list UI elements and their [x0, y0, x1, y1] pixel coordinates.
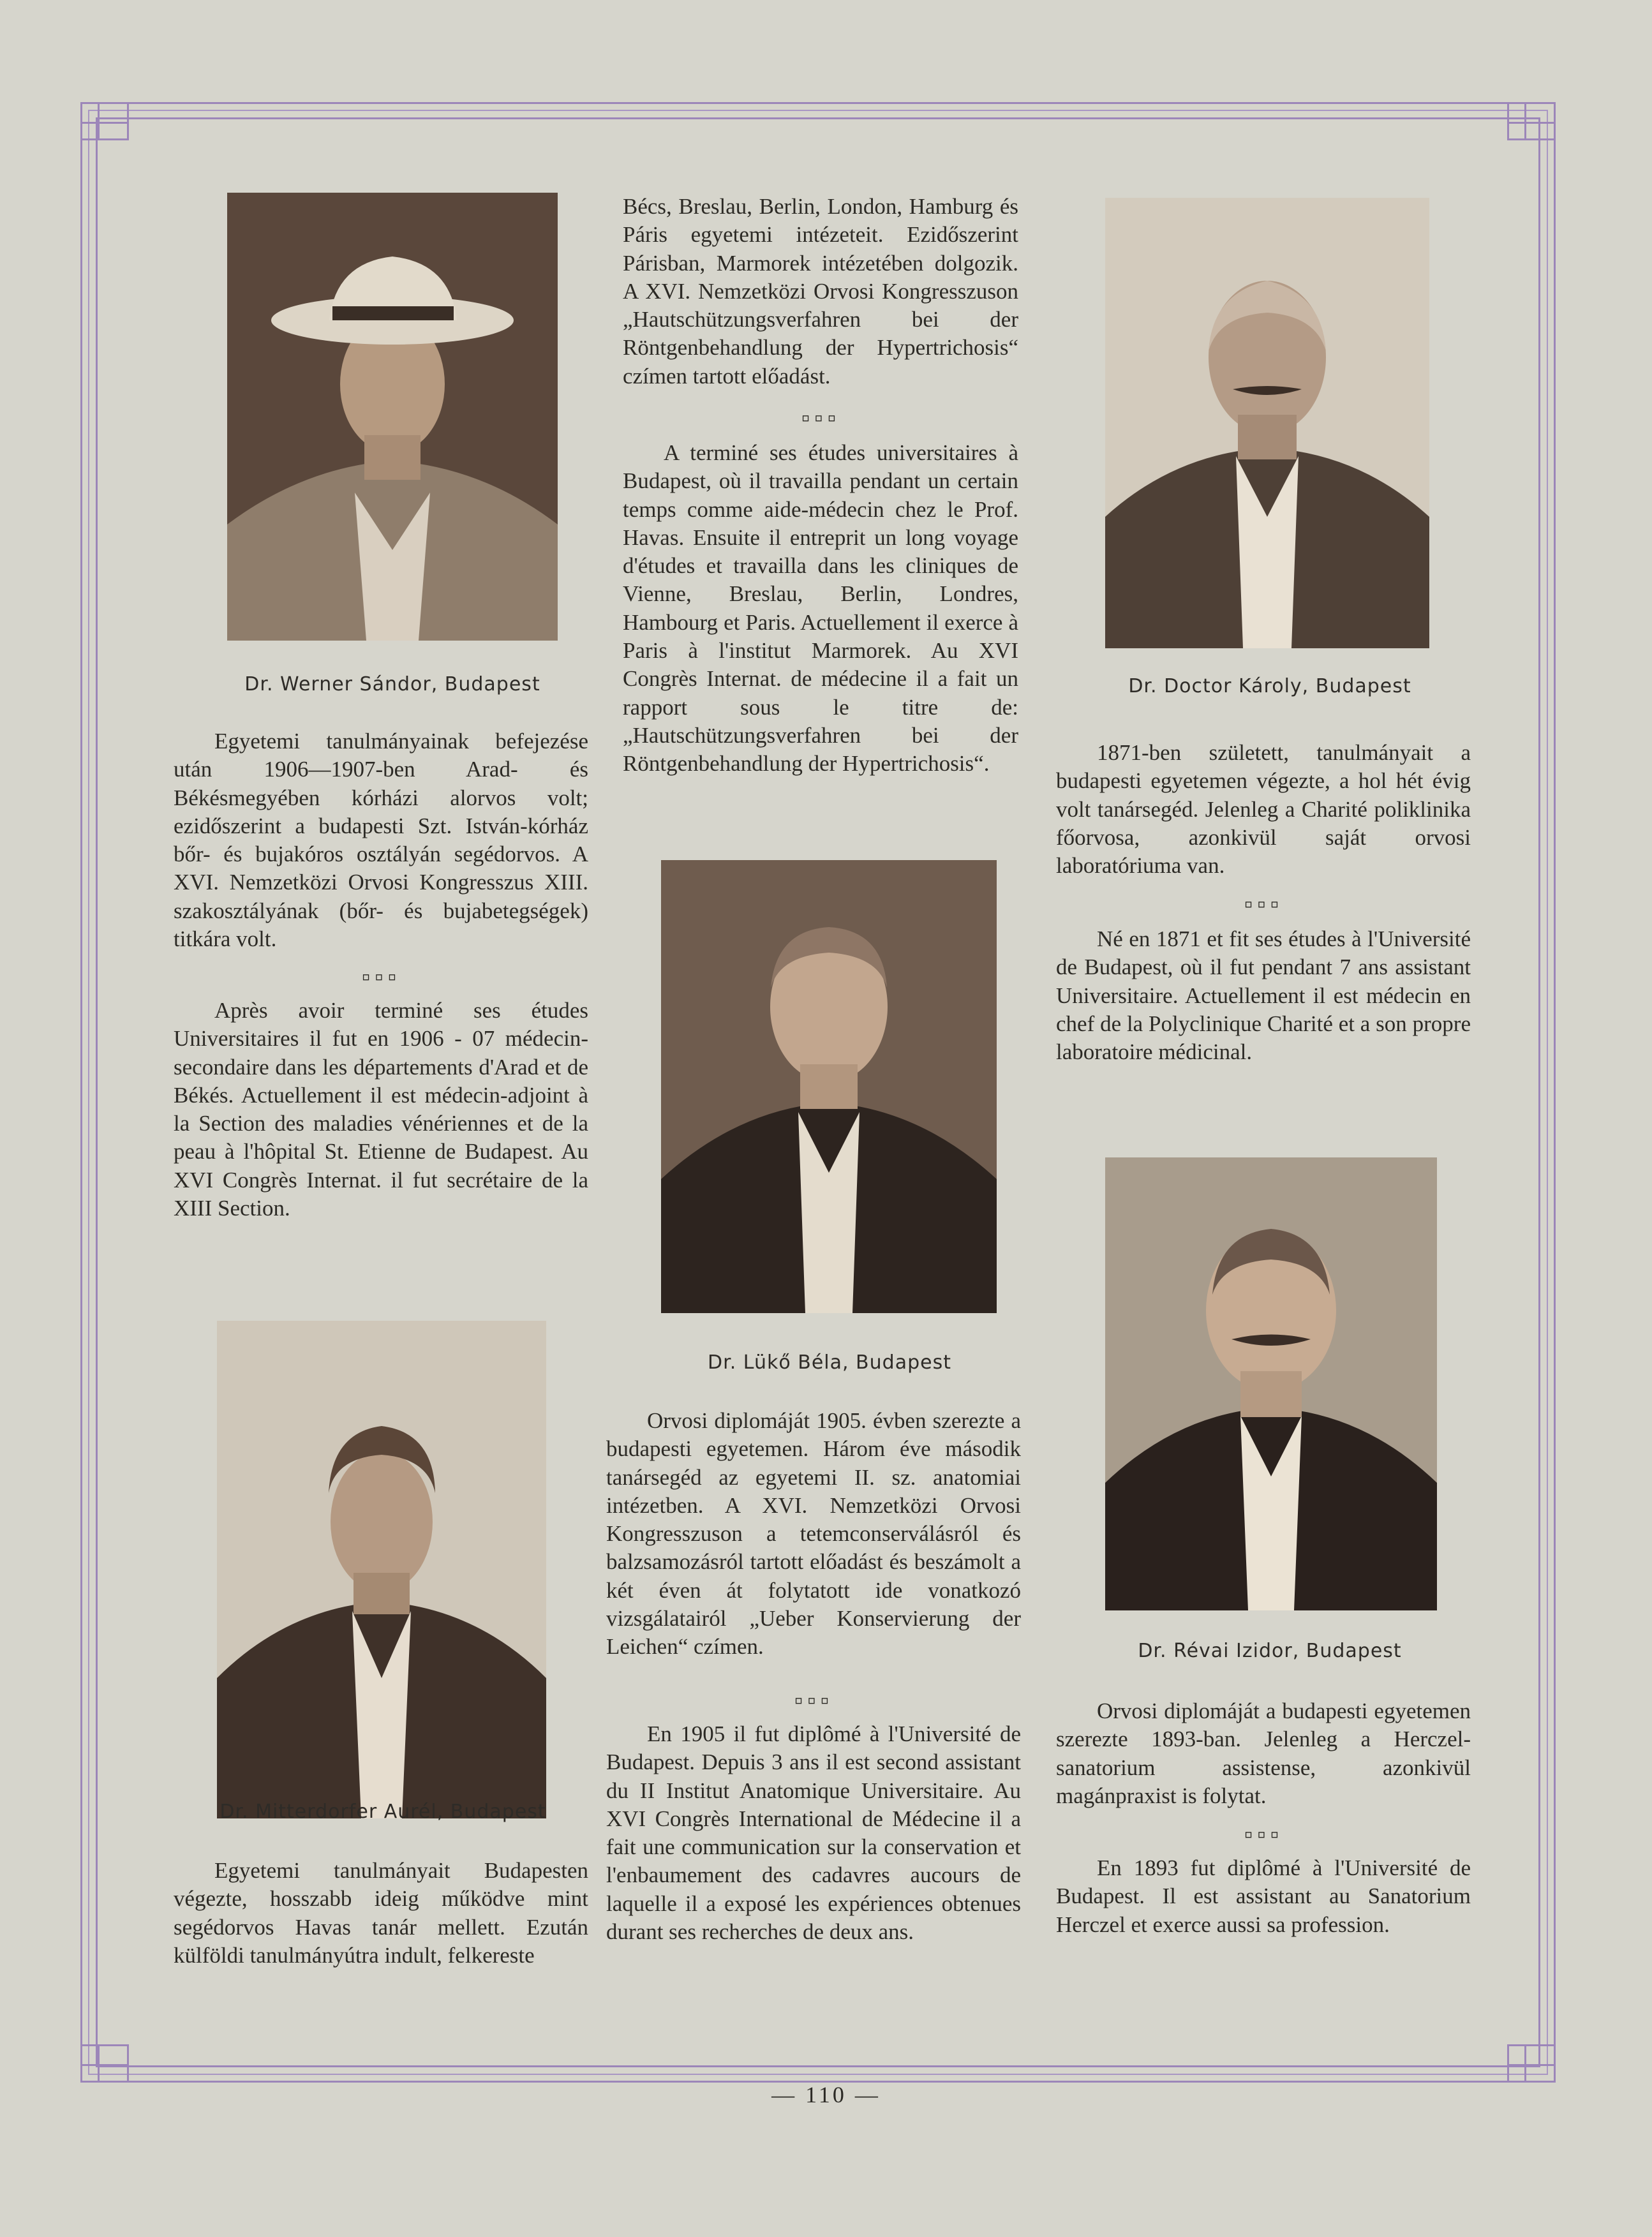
portrait-caption: Dr. Mitterdorfer Aurél, Budapest	[220, 1801, 546, 1823]
biography-hungarian: Egyetemi tanulmányait Budapesten végezte, hosszabb ideig működve mint segédorvos Havas tanár mellett. Ezután külföldi tanulmányútra indult, felkereste	[174, 1858, 588, 1968]
biography-french: A terminé ses études universitaires à Budapest, où il travailla pendant un certain temps comme aide-médecin chez le Prof. Havas. Ensuite il entreprit un long voyage d'études et travailla dans les cliniques de Vienne, Breslau, Berlin, Londres, Hambourg et Paris. Actuellement il exerce à Paris à l'institut Marmorek. Au XVI Congrès Internat. de médecine il a fait un rapport sous le titre de: „Hautschützungsverfahren bei der Röntgenbehandlung der Hypertrichosis“.	[623, 440, 1018, 777]
portrait-photo-werner	[227, 193, 558, 641]
frame-corner-ornament	[80, 102, 129, 140]
biography-hungarian: Orvosi diplomáját a budapesti egyetemen szerezte 1893-ban. Jelenleg a Herczel-sanatorium assistense, azonkivül magánpraxist is folytat.	[1056, 1698, 1471, 1808]
biography-hungarian: Orvosi diplomáját 1905. évben szerezte a budapesti egyetemen. Három éve második tanársegéd az egyetemi II. sz. anatomiai intézetben. A XVI. Nemzetközi Orvosi Kongresszuson a tetemconserválásról és balzsamozásról tartott előadást és beszámolt a két éven át folytatott ide vonatkozó vizsgálatairól „Ueber Konservierung der Leichen“ czímen.	[606, 1408, 1021, 1660]
portrait-caption: Dr. Doctor Károly, Budapest	[1128, 675, 1411, 697]
biography-french: En 1905 il fut diplômé à l'Université de Budapest. Depuis 3 ans il est second assistant du II Institut Anatomique Universitaire. Au XVI Congrès International de Médecine il a fait une communication sur la conservation et l'enbaumement des cadavres aucours de laquelle il a exposé les expériences obtenues durant ses recherches de deux ans.	[606, 1721, 1021, 1945]
page-number: — 110 —	[771, 2082, 881, 2107]
biography-french: Né en 1871 et fit ses études à l'Université de Budapest, où il fut pendant 7 ans assistant Universitaire. Actuellement il est médecin en chef de la Polyclinique Charité et a son propre laboratoire médicinal.	[1056, 926, 1471, 1065]
biography-hungarian: Egyetemi tanulmányainak befejezése után 1906—1907-ben Arad- és Békésmegyében kórházi alorvos volt; ezidőszerint a budapesti Szt. István-kórház bőr- és bujakóros osztályán segédorvos. A XVI. Nemzetközi Orvosi Kongresszus XIII. szakosztályának (bőr- és bujabetegségek) titkára volt.	[174, 729, 588, 952]
biography-french: Après avoir terminé ses études Universitaires il fut en 1906 - 07 médecin-secondaire dans les départements d'Arad et de Békés. Actuellement il est médecin-adjoint à la Section des maladies vénériennes et de la peau à l'hôpital St. Etienne de Budapest. Au XVI Congrès Internat. il fut secrétaire de la XIII Section.	[174, 998, 588, 1221]
portrait-caption: Dr. Werner Sándor, Budapest	[244, 673, 540, 695]
portrait-caption: Dr. Lükő Béla, Budapest	[708, 1351, 951, 1374]
portrait-photo-doctor	[1105, 198, 1429, 648]
portrait-caption: Dr. Révai Izidor, Budapest	[1138, 1640, 1402, 1662]
frame-corner-ornament	[1507, 102, 1556, 140]
section-separator: ▫▫▫	[361, 967, 401, 985]
frame-corner-ornament	[80, 2044, 129, 2083]
portrait-photo-mitterdorfer	[217, 1321, 546, 1818]
section-separator: ▫▫▫	[801, 408, 840, 426]
portrait-photo-revai	[1105, 1157, 1437, 1610]
section-separator: ▫▫▫	[1244, 895, 1283, 912]
section-separator: ▫▫▫	[1244, 1825, 1283, 1843]
section-separator: ▫▫▫	[794, 1691, 833, 1709]
biography-french: En 1893 fut diplômé à l'Université de Budapest. Il est assistant au Sanatorium Herczel et exerce aussi sa profession.	[1056, 1855, 1471, 1937]
portrait-photo-luko	[661, 860, 997, 1313]
biography-hungarian: 1871-ben született, tanulmányait a budapesti egyetemen végezte, a hol hét évig volt tanársegéd. Jelenleg a Charité poliklinika főorvosa, azonkivül saját orvosi laboratóriuma van.	[1056, 740, 1471, 879]
biography-hungarian-continued: Bécs, Breslau, Berlin, London, Hamburg és Páris egyetemi intézeteit. Ezidőszerint Párisban, Marmorek intézetében dolgozik. A XVI. Nemzetközi Orvosi Kongresszuson „Hautschützungsverfahren bei der Röntgenbehandlung der Hypertrichosis“ czímen tartott előadást.	[623, 194, 1018, 389]
frame-corner-ornament	[1507, 2044, 1556, 2083]
